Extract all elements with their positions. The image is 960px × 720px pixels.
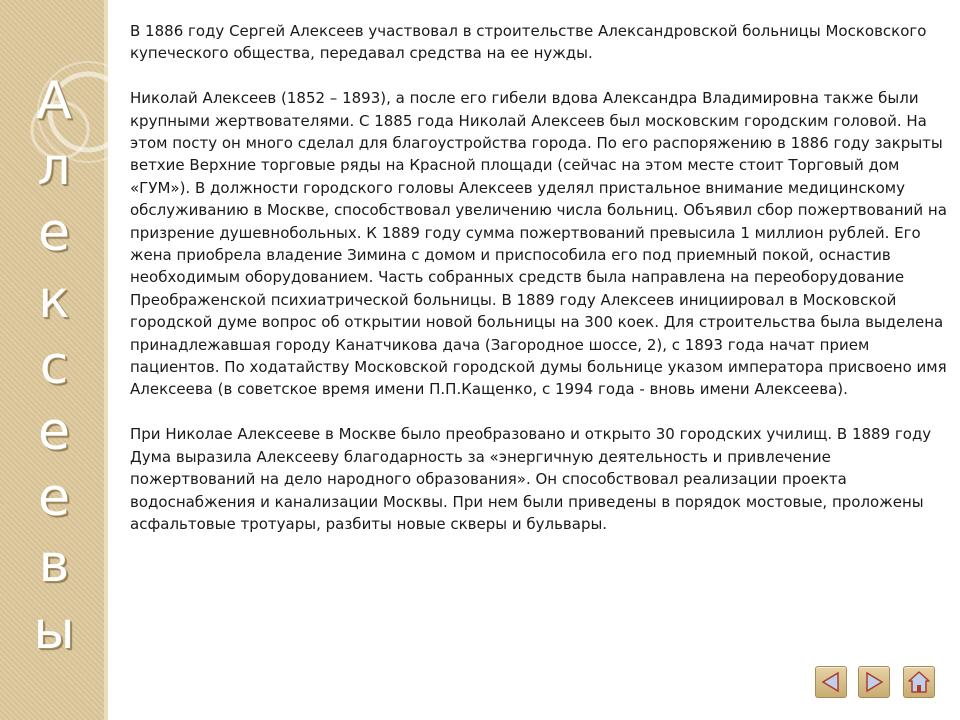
title-letter: в [38, 534, 70, 595]
previous-slide-button[interactable] [815, 666, 847, 698]
home-icon [904, 667, 934, 697]
paragraph: При Николае Алексееве в Москве было преобразовано и открыто 30 городских училищ. В 1889 году Дума выразила Алексееву благодарность за «энергичную деятельность и привлечение пожертвований на дело народного образования». Он способствовал реализации проекта водоснабжения и канализации Москвы. При нем были приведены в порядок мостовые, проложены асфальтовые тротуары, разбиты новые скверы и бульвары. [130, 425, 932, 533]
title-letter: е [38, 203, 70, 264]
title-letter: е [38, 401, 70, 462]
title-letter: е [38, 468, 70, 529]
paragraph: В 1886 году Сергей Алексеев участвовал в строительстве Александровской больницы Московского купеческого общества, передавал средства на ее нужды. [130, 22, 927, 63]
next-slide-button[interactable] [858, 666, 890, 698]
arrow-left-icon [816, 667, 846, 697]
title-letter: с [39, 335, 69, 396]
vertical-title [0, 68, 108, 664]
title-letter: ы [33, 600, 75, 661]
title-letter: л [37, 137, 71, 198]
home-button[interactable] [903, 666, 935, 698]
title-letter: к [38, 269, 70, 330]
slide-body-text [130, 20, 948, 558]
arrow-right-icon [859, 667, 889, 697]
title-letter: А [36, 71, 72, 131]
paragraph: Николай Алексеев (1852 – 1893), а после его гибели вдова Александра Владимировна также были крупными жертвователями. С 1885 года Николай Алексеев был московским городским головой. На этом посту он много сделал для благоустройства города. По его распоряжению в 1886 году закрыты ветхие Верхние торговые ряды на Красной площади (сейчас на этом месте стоит Торговый дом «ГУМ»). В должности городского головы Алексеев уделял пристальное внимание медицинскому обслуживанию в Москве, способствовал увеличению числа больниц. Объявил сбор пожертвований на призрение душевнобольных. К 1889 году сумма пожертвований превысила 1 миллион рублей. Его жена приобрела владение Зимина с домом и приспособила его под приемный покой, оснастив необходимым оборудованием. Часть собранных средств была направлена на переоборудование Преображенской психиатрической больницы. В 1889 году Алексеев инициировал в Московской городской думе вопрос об открытии новой больницы на 300 коек. Для строительства была выделена принадлежавшая городу Канатчикова дача (Загородное шоссе, 2), с 1893 года начат прием пациентов. По ходатайству Московской городской думы больнице указом императора присвоено имя Алексеева (в советское время имени П.П.Кащенко, с 1994 года - вновь имени Алексеева). [130, 89, 947, 399]
